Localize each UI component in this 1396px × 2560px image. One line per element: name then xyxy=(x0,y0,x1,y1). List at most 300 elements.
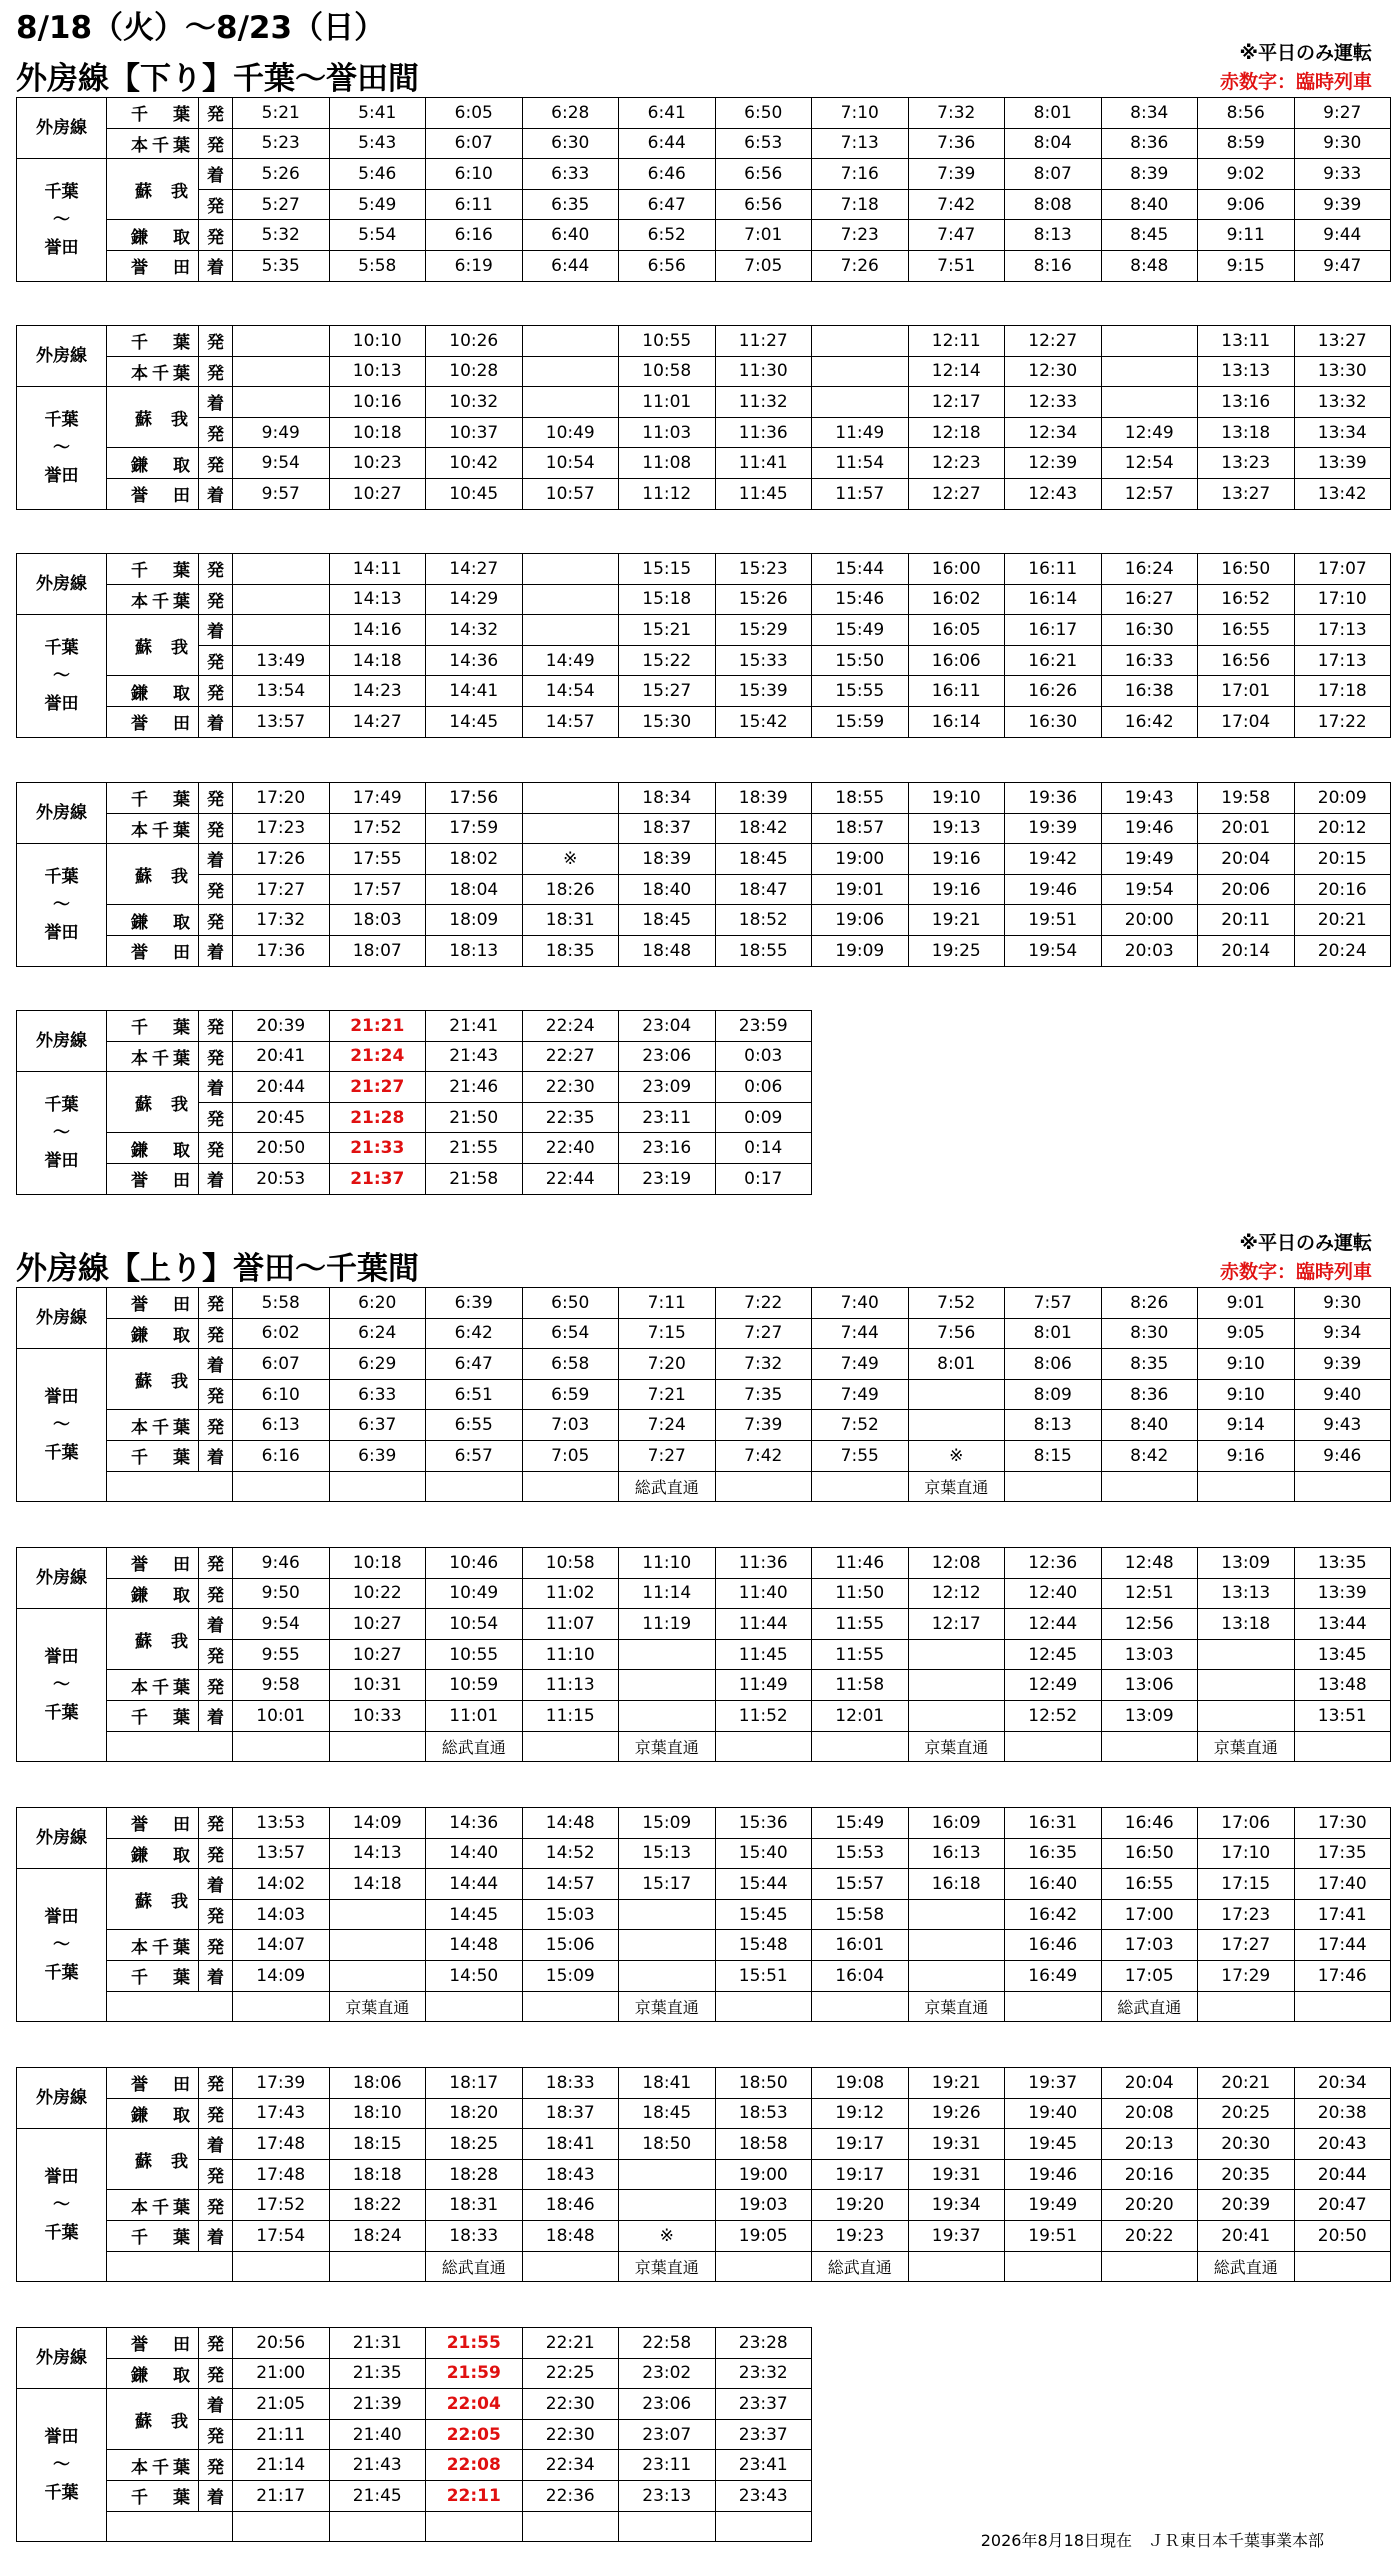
time-cell: 10:32 xyxy=(426,387,523,418)
legend-notes-up xyxy=(1220,1229,1372,1287)
table-row xyxy=(17,1960,1391,1991)
time-cell: 8:01 xyxy=(908,1349,1005,1380)
through-service-note xyxy=(1198,1471,1295,1502)
time-cell: 13:13 xyxy=(1198,356,1295,387)
time-cell xyxy=(619,1930,716,1961)
time-cell: 23:11 xyxy=(619,2450,716,2481)
time-cell: 20:43 xyxy=(1294,2129,1391,2160)
time-cell: 15:49 xyxy=(812,1808,909,1839)
time-cell: 19:54 xyxy=(1101,874,1198,905)
time-cell: 23:13 xyxy=(619,2480,716,2511)
time-cell: 19:26 xyxy=(908,2098,1005,2129)
station-name: 蘇我 xyxy=(107,1609,199,1670)
time-cell: 6:44 xyxy=(619,128,716,159)
time-cell: 7:24 xyxy=(619,1410,716,1441)
table-row xyxy=(17,98,1391,129)
station-name: 鎌取 xyxy=(107,2098,199,2129)
time-cell: 15:22 xyxy=(619,645,716,676)
time-cell: 19:49 xyxy=(1101,844,1198,875)
station-name: 蘇我 xyxy=(107,159,199,220)
through-service-note xyxy=(812,1471,909,1502)
time-cell: 19:31 xyxy=(908,2129,1005,2160)
through-service-note xyxy=(715,1731,812,1762)
time-cell: 13:49 xyxy=(233,645,330,676)
time-cell: 11:27 xyxy=(715,326,812,357)
line-label: 外房線 xyxy=(17,326,107,387)
time-cell: 19:21 xyxy=(908,2068,1005,2099)
route-label-part: 千葉 xyxy=(44,1703,79,1724)
time-cell: 18:55 xyxy=(715,935,812,966)
time-cell xyxy=(329,1930,426,1961)
through-service-note: 京葉直通 xyxy=(329,1991,426,2022)
arrive-depart-mark: 発 xyxy=(199,2098,233,2129)
time-cell: 6:19 xyxy=(426,250,523,281)
time-cell xyxy=(233,326,330,357)
blank-cell xyxy=(107,2511,233,2542)
time-cell: 14:40 xyxy=(426,1838,523,1869)
time-cell: 21:43 xyxy=(329,2450,426,2481)
time-cell: 12:27 xyxy=(1005,326,1102,357)
time-cell: 21:59 xyxy=(426,2358,523,2389)
time-cell: 6:44 xyxy=(522,250,619,281)
arrive-depart-mark: 発 xyxy=(199,2190,233,2221)
arrive-depart-mark: 着 xyxy=(199,706,233,737)
time-cell: 20:22 xyxy=(1101,2220,1198,2251)
time-cell: 12:57 xyxy=(1101,478,1198,509)
time-cell: 16:31 xyxy=(1005,1808,1102,1839)
arrive-depart-mark: 着 xyxy=(199,478,233,509)
time-cell: 8:30 xyxy=(1101,1318,1198,1349)
through-service-note: 京葉直通 xyxy=(619,1991,716,2022)
time-cell xyxy=(812,326,909,357)
time-cell: 17:26 xyxy=(233,844,330,875)
station-name: 蘇我 xyxy=(107,387,199,448)
time-cell: 10:23 xyxy=(329,448,426,479)
station-name: 本千葉 xyxy=(107,1410,199,1441)
time-cell: 19:36 xyxy=(1005,783,1102,814)
table-row xyxy=(17,159,1391,190)
table-row xyxy=(17,615,1391,646)
route-label-part: 誉田 xyxy=(44,237,79,258)
time-cell: ※ xyxy=(522,844,619,875)
time-cell: 18:25 xyxy=(426,2129,523,2160)
time-cell: 17:05 xyxy=(1101,1960,1198,1991)
time-cell: 15:59 xyxy=(812,706,909,737)
time-cell: 10:58 xyxy=(522,1548,619,1579)
time-cell: 6:57 xyxy=(426,1440,523,1471)
date-range: 8/18（火）～8/23（日） xyxy=(16,10,386,46)
weekday-only-note: ※平日のみ運転 xyxy=(1239,42,1372,64)
through-service-note xyxy=(1294,2251,1391,2282)
route-label-part: 誉田 xyxy=(44,2167,79,2188)
table-row xyxy=(17,128,1391,159)
time-cell: 20:16 xyxy=(1101,2159,1198,2190)
route-label-part: ～ xyxy=(53,2455,70,2476)
down-section-title: 外房線【下り】千葉～誉田間 xyxy=(16,61,419,97)
line-label: 外房線 xyxy=(17,1011,107,1072)
time-cell: 6:37 xyxy=(329,1410,426,1441)
arrive-depart-mark: 発 xyxy=(199,1548,233,1579)
time-cell: 18:45 xyxy=(715,844,812,875)
time-cell: 17:22 xyxy=(1294,706,1391,737)
arrive-depart-mark: 発 xyxy=(199,1379,233,1410)
time-cell: 10:18 xyxy=(329,417,426,448)
station-name: 蘇我 xyxy=(107,844,199,905)
arrive-depart-mark: 発 xyxy=(199,676,233,707)
time-cell: 19:45 xyxy=(1005,2129,1102,2160)
station-name: 誉田 xyxy=(107,2328,199,2359)
route-label-part: ～ xyxy=(53,1122,70,1143)
arrive-depart-mark: 発 xyxy=(199,1639,233,1670)
time-cell: 13:44 xyxy=(1294,1609,1391,1640)
time-cell: 9:46 xyxy=(233,1548,330,1579)
time-cell: 8:01 xyxy=(1005,1318,1102,1349)
time-cell xyxy=(908,1700,1005,1731)
time-cell: 9:16 xyxy=(1198,1440,1295,1471)
time-cell: 5:43 xyxy=(329,128,426,159)
time-cell: 17:35 xyxy=(1294,1838,1391,1869)
time-cell: 23:37 xyxy=(715,2419,812,2450)
station-name: 蘇我 xyxy=(107,2129,199,2190)
time-cell: 17:44 xyxy=(1294,1930,1391,1961)
time-cell: 10:49 xyxy=(426,1578,523,1609)
time-cell: 9:11 xyxy=(1198,220,1295,251)
time-cell: 19:00 xyxy=(812,844,909,875)
time-cell: 5:23 xyxy=(233,128,330,159)
blank-cell xyxy=(107,1991,233,2022)
time-cell: 7:39 xyxy=(715,1410,812,1441)
time-cell: 9:34 xyxy=(1294,1318,1391,1349)
line-label: 外房線 xyxy=(17,1808,107,1869)
time-cell: 20:15 xyxy=(1294,844,1391,875)
time-cell: 15:30 xyxy=(619,706,716,737)
time-cell: 14:41 xyxy=(426,676,523,707)
time-cell: 20:39 xyxy=(233,1011,330,1042)
arrive-depart-mark: 着 xyxy=(199,250,233,281)
time-cell: 7:35 xyxy=(715,1379,812,1410)
time-cell: 5:21 xyxy=(233,98,330,129)
time-cell: 16:13 xyxy=(908,1838,1005,1869)
time-cell xyxy=(329,1899,426,1930)
time-cell: 6:24 xyxy=(329,1318,426,1349)
station-name: 鎌取 xyxy=(107,448,199,479)
time-cell: 18:57 xyxy=(812,813,909,844)
line-label: 外房線 xyxy=(17,98,107,159)
time-cell: 12:18 xyxy=(908,417,1005,448)
time-cell: 23:19 xyxy=(619,1163,716,1194)
time-cell: 12:01 xyxy=(812,1700,909,1731)
time-cell: 20:53 xyxy=(233,1163,330,1194)
time-cell: 19:58 xyxy=(1198,783,1295,814)
time-cell xyxy=(233,387,330,418)
time-cell: 19:17 xyxy=(812,2159,909,2190)
time-cell: 18:53 xyxy=(715,2098,812,2129)
time-cell: 9:55 xyxy=(233,1639,330,1670)
time-cell: 14:45 xyxy=(426,1899,523,1930)
time-cell: 15:09 xyxy=(619,1808,716,1839)
time-cell: 15:51 xyxy=(715,1960,812,1991)
time-cell: 15:33 xyxy=(715,645,812,676)
route-label xyxy=(17,1349,107,1502)
table-row xyxy=(17,2068,1391,2099)
station-name: 鎌取 xyxy=(107,1318,199,1349)
time-cell: 16:27 xyxy=(1101,584,1198,615)
time-cell: 18:45 xyxy=(619,2098,716,2129)
time-cell: 23:28 xyxy=(715,2328,812,2359)
time-cell: 19:08 xyxy=(812,2068,909,2099)
time-cell: 15:53 xyxy=(812,1838,909,1869)
time-cell: 11:01 xyxy=(426,1700,523,1731)
time-cell: 20:04 xyxy=(1198,844,1295,875)
time-cell: 15:46 xyxy=(812,584,909,615)
time-cell: 7:32 xyxy=(908,98,1005,129)
time-cell: 10:13 xyxy=(329,356,426,387)
time-cell: 21:46 xyxy=(426,1072,523,1103)
time-cell: 8:36 xyxy=(1101,128,1198,159)
through-service-note xyxy=(1294,1471,1391,1502)
time-cell: 0:17 xyxy=(715,1163,812,1194)
time-cell: 7:05 xyxy=(522,1440,619,1471)
down-timetable-block-4 xyxy=(16,782,1391,967)
route-label xyxy=(17,387,107,509)
time-cell: 21:05 xyxy=(233,2389,330,2420)
time-cell: 21:41 xyxy=(426,1011,523,1042)
time-cell: 13:54 xyxy=(233,676,330,707)
time-cell: 16:46 xyxy=(1005,1930,1102,1961)
time-cell: 20:35 xyxy=(1198,2159,1295,2190)
through-service-note xyxy=(1005,1471,1102,1502)
time-cell: 7:40 xyxy=(812,1288,909,1319)
time-cell: 12:54 xyxy=(1101,448,1198,479)
time-cell: 10:45 xyxy=(426,478,523,509)
table-row xyxy=(17,189,1391,220)
time-cell: 20:03 xyxy=(1101,935,1198,966)
station-name: 本千葉 xyxy=(107,813,199,844)
time-cell: 11:32 xyxy=(715,387,812,418)
time-cell: 21:43 xyxy=(426,1041,523,1072)
time-cell: 6:39 xyxy=(329,1440,426,1471)
time-cell xyxy=(233,584,330,615)
time-cell: 15:36 xyxy=(715,1808,812,1839)
time-cell: 6:35 xyxy=(522,189,619,220)
route-label xyxy=(17,1609,107,1762)
time-cell: 11:10 xyxy=(522,1639,619,1670)
time-cell: 8:16 xyxy=(1005,250,1102,281)
table-row xyxy=(17,1700,1391,1731)
time-cell: 16:02 xyxy=(908,584,1005,615)
through-service-note xyxy=(522,2511,619,2542)
through-service-note: 京葉直通 xyxy=(619,2251,716,2282)
time-cell: 11:49 xyxy=(812,417,909,448)
arrive-depart-mark: 発 xyxy=(199,905,233,936)
through-service-note xyxy=(522,1731,619,1762)
time-cell: 10:18 xyxy=(329,1548,426,1579)
time-cell: 18:24 xyxy=(329,2220,426,2251)
table-row xyxy=(17,1609,1391,1640)
time-cell: 20:47 xyxy=(1294,2190,1391,2221)
time-cell: 7:51 xyxy=(908,250,1005,281)
route-label xyxy=(17,2389,107,2542)
time-cell: 9:10 xyxy=(1198,1379,1295,1410)
time-cell: 6:56 xyxy=(619,250,716,281)
time-cell: 10:10 xyxy=(329,326,426,357)
time-cell: 19:00 xyxy=(715,2159,812,2190)
time-cell: 20:06 xyxy=(1198,874,1295,905)
time-cell: 7:21 xyxy=(619,1379,716,1410)
through-service-note xyxy=(426,1991,523,2022)
station-name: 誉田 xyxy=(107,1163,199,1194)
time-cell: 8:42 xyxy=(1101,1440,1198,1471)
time-cell: 8:04 xyxy=(1005,128,1102,159)
time-cell: 10:27 xyxy=(329,478,426,509)
table-row xyxy=(17,1011,812,1042)
time-cell: 21:24 xyxy=(329,1041,426,1072)
time-cell: 19:54 xyxy=(1005,935,1102,966)
time-cell: 7:44 xyxy=(812,1318,909,1349)
route-label-part: ～ xyxy=(53,894,70,915)
route-label xyxy=(17,1869,107,2022)
through-service-note xyxy=(233,1471,330,1502)
time-cell: 18:02 xyxy=(426,844,523,875)
station-name: 蘇我 xyxy=(107,2389,199,2450)
route-label-part: 千葉 xyxy=(44,2483,79,2504)
time-cell: 7:27 xyxy=(619,1440,716,1471)
red-legend-note: 赤数字：臨時列車 xyxy=(1219,1261,1372,1283)
time-cell: 20:41 xyxy=(1198,2220,1295,2251)
up-timetable-block-5 xyxy=(16,2327,812,2542)
time-cell: 12:49 xyxy=(1101,417,1198,448)
time-cell: 20:04 xyxy=(1101,2068,1198,2099)
time-cell xyxy=(522,356,619,387)
station-name: 蘇我 xyxy=(107,1349,199,1410)
time-cell: 6:28 xyxy=(522,98,619,129)
time-cell: 22:30 xyxy=(522,2419,619,2450)
time-cell: 6:50 xyxy=(522,1288,619,1319)
time-cell: 9:10 xyxy=(1198,1349,1295,1380)
time-cell: 8:59 xyxy=(1198,128,1295,159)
time-cell: 15:23 xyxy=(715,554,812,585)
time-cell: 23:59 xyxy=(715,1011,812,1042)
time-cell: 5:41 xyxy=(329,98,426,129)
station-name: 誉田 xyxy=(107,1548,199,1579)
time-cell: 12:45 xyxy=(1005,1639,1102,1670)
table-row xyxy=(17,1930,1391,1961)
time-cell: 20:50 xyxy=(233,1133,330,1164)
time-cell: 20:39 xyxy=(1198,2190,1295,2221)
time-cell: 19:51 xyxy=(1005,905,1102,936)
time-cell: 23:43 xyxy=(715,2480,812,2511)
time-cell: 5:27 xyxy=(233,189,330,220)
time-cell: 8:06 xyxy=(1005,1349,1102,1380)
time-cell: 11:45 xyxy=(715,1639,812,1670)
table-row xyxy=(17,2450,812,2481)
time-cell xyxy=(522,783,619,814)
route-label xyxy=(17,159,107,281)
time-cell xyxy=(1101,356,1198,387)
time-cell: 16:04 xyxy=(812,1960,909,1991)
station-name: 本千葉 xyxy=(107,1670,199,1701)
time-cell: 10:33 xyxy=(329,1700,426,1731)
time-cell xyxy=(812,387,909,418)
through-service-note xyxy=(329,1731,426,1762)
time-cell: 16:40 xyxy=(1005,1869,1102,1900)
table-row xyxy=(17,1349,1391,1380)
arrive-depart-mark: 着 xyxy=(199,159,233,190)
time-cell: 9:30 xyxy=(1294,128,1391,159)
route-label-part: 千葉 xyxy=(44,181,79,202)
weekday-only-note: ※平日のみ運転 xyxy=(1239,1232,1372,1254)
through-service-note xyxy=(233,1991,330,2022)
time-cell: 9:39 xyxy=(1294,1349,1391,1380)
arrive-depart-mark: 発 xyxy=(199,1318,233,1349)
table-row xyxy=(17,554,1391,585)
station-name: 千葉 xyxy=(107,326,199,357)
time-cell: 11:46 xyxy=(812,1548,909,1579)
legend-notes-down xyxy=(1220,39,1372,97)
table-row xyxy=(17,2328,812,2359)
arrive-depart-mark: 発 xyxy=(199,326,233,357)
arrive-depart-mark: 着 xyxy=(199,1072,233,1103)
time-cell: 9:33 xyxy=(1294,159,1391,190)
time-cell: 21:37 xyxy=(329,1163,426,1194)
time-cell: 7:27 xyxy=(715,1318,812,1349)
time-cell: 15:42 xyxy=(715,706,812,737)
time-cell: 18:04 xyxy=(426,874,523,905)
table-row xyxy=(17,905,1391,936)
station-name: 千葉 xyxy=(107,2480,199,2511)
time-cell: 19:39 xyxy=(1005,813,1102,844)
time-cell: 23:41 xyxy=(715,2450,812,2481)
table-row xyxy=(17,326,1391,357)
table-row xyxy=(17,1133,812,1164)
time-cell: 11:45 xyxy=(715,478,812,509)
arrive-depart-mark: 発 xyxy=(199,1930,233,1961)
time-cell: 16:21 xyxy=(1005,645,1102,676)
table-row xyxy=(17,813,1391,844)
time-cell: 12:44 xyxy=(1005,1609,1102,1640)
arrive-depart-mark: 発 xyxy=(199,220,233,251)
time-cell: 6:16 xyxy=(233,1440,330,1471)
time-cell: 9:40 xyxy=(1294,1379,1391,1410)
time-cell: 9:54 xyxy=(233,448,330,479)
time-cell: 6:10 xyxy=(426,159,523,190)
time-cell: 21:14 xyxy=(233,2450,330,2481)
time-cell: 0:06 xyxy=(715,1072,812,1103)
table-row xyxy=(17,1838,1391,1869)
time-cell: 18:15 xyxy=(329,2129,426,2160)
through-service-note xyxy=(329,1471,426,1502)
time-cell: 19:06 xyxy=(812,905,909,936)
time-cell: 20:34 xyxy=(1294,2068,1391,2099)
arrive-depart-mark: 着 xyxy=(199,1609,233,1640)
arrive-depart-mark: 発 xyxy=(199,1102,233,1133)
time-cell: 16:42 xyxy=(1101,706,1198,737)
time-cell: 9:50 xyxy=(233,1578,330,1609)
time-cell: 18:47 xyxy=(715,874,812,905)
time-cell xyxy=(1198,1670,1295,1701)
line-label: 外房線 xyxy=(17,2068,107,2129)
time-cell: 8:26 xyxy=(1101,1288,1198,1319)
time-cell: 12:52 xyxy=(1005,1700,1102,1731)
time-cell: 6:55 xyxy=(426,1410,523,1441)
time-cell: 10:55 xyxy=(619,326,716,357)
table-row xyxy=(17,2251,1391,2282)
time-cell: 16:30 xyxy=(1101,615,1198,646)
route-label-part: 千葉 xyxy=(44,866,79,887)
arrive-depart-mark: 発 xyxy=(199,2450,233,2481)
time-cell: ※ xyxy=(908,1440,1005,1471)
table-row xyxy=(17,417,1391,448)
